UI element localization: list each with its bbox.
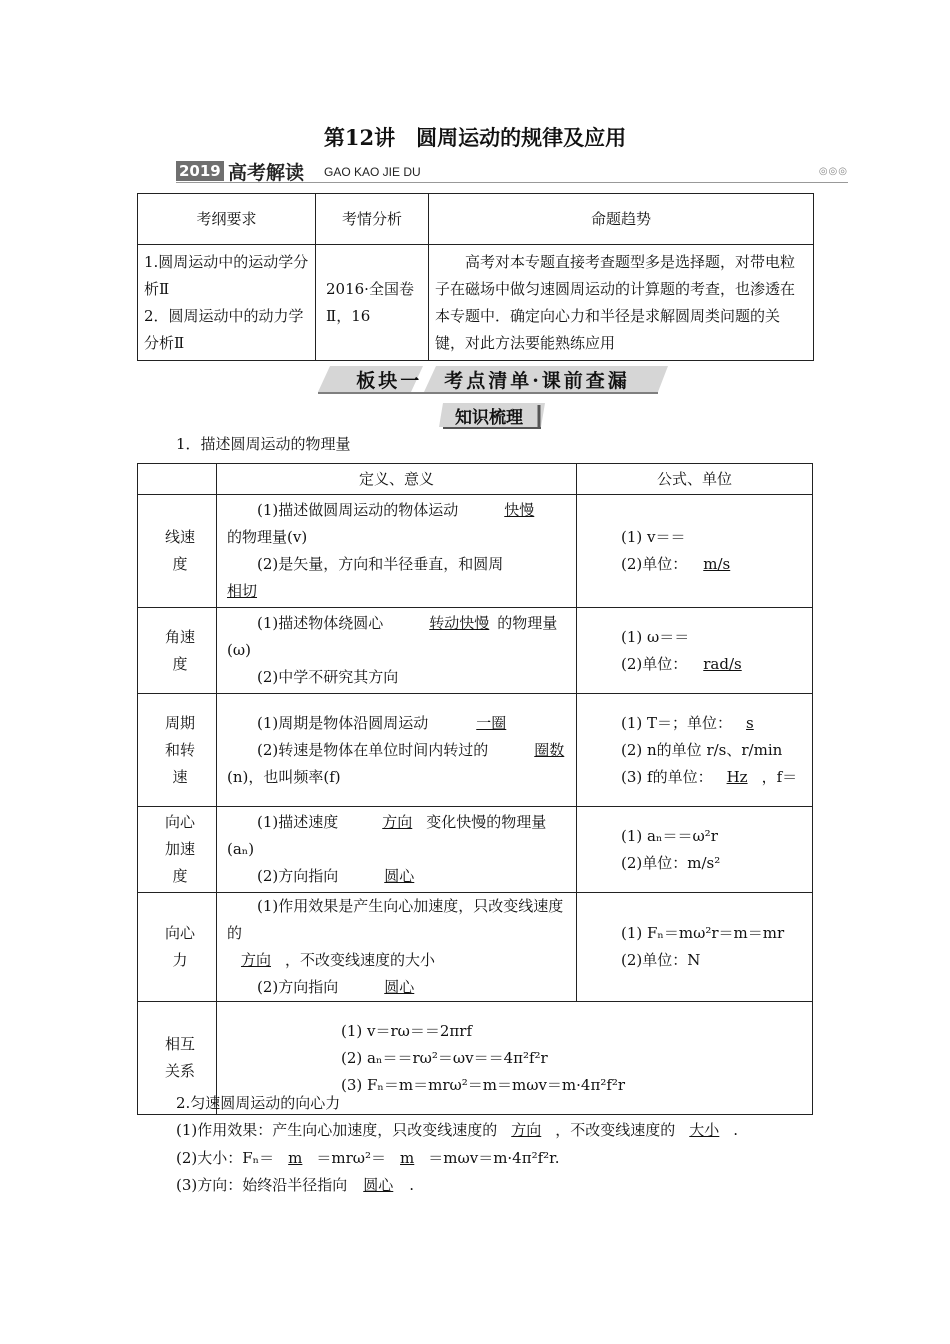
section-1-title: 1．描述圆周运动的物理量	[176, 435, 351, 453]
dots-icon: ◎◎◎	[818, 166, 848, 177]
analysis-cell: 2016·全国卷Ⅱ，16	[316, 245, 429, 361]
header-analysis: 考情分析	[316, 194, 429, 245]
section-2-title: 2.匀速圆周运动的向心力	[176, 1094, 341, 1112]
answer-blank: 方向	[241, 951, 272, 969]
section-banner: 板块一 考点清单·课前查漏	[318, 364, 668, 394]
exam-table	[137, 193, 814, 361]
page-title: 第12讲 圆周运动的规律及应用	[323, 125, 627, 150]
answer-blank: m	[288, 1149, 303, 1167]
row-name: 线速度	[138, 495, 217, 608]
trend-cell: 高考对本专题直接考查题型多是选择题，对带电粒子在磁场中做匀速圆周运动的计算题的考查，也渗透在本专题中．确定向心力和半径是求解圆周类问题的关键，对此方法要能熟练应用	[429, 245, 814, 361]
year-badge: 2019	[176, 161, 224, 181]
row-name: 相互关系	[138, 1002, 217, 1115]
req-cell: 1.圆周运动中的运动学分析Ⅱ 2．圆周运动中的动力学分析Ⅱ	[138, 245, 316, 361]
row-angular-velocity: 角速度 (1)描述物体绕圆心 转动快慢 的物理量(ω) (2)中学不研究其方向 (1) ω＝＝ (2)单位： rad/s	[138, 608, 813, 694]
header-formula: 公式、单位	[577, 464, 813, 495]
row-centripetal-acceleration: 向心加速度 (1)描述速度 方向 变化快慢的物理量(aₙ) (2)方向指向 圆心 (1) aₙ＝＝ω²r (2)单位：m/s²	[138, 807, 813, 893]
answer-blank: 圆心	[384, 978, 415, 996]
section-2-line-1: (1)作用效果：产生向心加速度，只改变线速度的 方向 ，不改变线速度的 大小 .	[176, 1117, 738, 1144]
row-period: 周期和转速 (1)周期是物体沿圆周运动 一圈 (2)转速是物体在单位时间内转过的 圈数 (n)，也叫频率(f) (1) T＝；单位： s (2) n的单位 r/s、r/min (3) f的单位： Hz ，f＝	[138, 694, 813, 807]
answer-blank: 方向	[511, 1121, 542, 1139]
answer-blank: m/s	[703, 555, 731, 573]
section-2-line-3: (3)方向：始终沿半径指向 圆心 .	[176, 1172, 414, 1199]
answer-blank: 方向	[382, 813, 413, 831]
row-name: 角速度	[138, 608, 217, 694]
row-name: 向心加速度	[138, 807, 217, 893]
row-relation: 相互关系 (1) v＝rω＝＝2πrf (2) aₙ＝＝rω²＝ωv＝＝4π²f²r (3) Fₙ＝m＝mrω²＝m＝mωv＝m·4π²f²r	[138, 1002, 813, 1115]
gaokao-pinyin: GAO KAO JIE DU	[324, 165, 421, 179]
header-trend: 命题趋势	[429, 194, 814, 245]
answer-blank: Hz	[726, 767, 748, 786]
row-name: 向心力	[138, 893, 217, 1002]
answer-blank: 大小	[689, 1121, 720, 1139]
section-2-line-2: (2)大小：Fₙ＝ m ＝mrω²＝ m ＝mωv＝m·4π²f²r.	[176, 1145, 559, 1172]
answer-blank: 相切	[227, 582, 258, 600]
row-linear-velocity: 线速度 (1)描述做圆周运动的物体运动 快慢 的物理量(v) (2)是矢量，方向和半径垂直，和圆周 相切 (1) v＝＝ (2)单位： m/s	[138, 495, 813, 608]
answer-blank: m	[400, 1149, 415, 1167]
answer-blank: s	[746, 713, 754, 732]
answer-blank: rad/s	[703, 654, 742, 673]
answer-blank: 圆心	[384, 867, 415, 885]
quantity-table	[137, 463, 813, 1115]
answer-blank: 快慢	[504, 501, 535, 519]
row-name: 周期和转速	[138, 694, 217, 807]
answer-blank: 圈数	[534, 740, 565, 759]
header-blank	[138, 464, 217, 495]
answer-blank: 圆心	[363, 1176, 394, 1194]
gaokao-label: 高考解读	[228, 162, 305, 184]
header-req: 考纲要求	[138, 194, 316, 245]
answer-blank: 转动快慢	[429, 614, 490, 632]
answer-blank: 一圈	[476, 713, 507, 732]
divider	[176, 182, 848, 183]
section-tag: 知识梳理	[439, 401, 545, 429]
row-centripetal-force: 向心力 (1)作用效果是产生向心加速度，只改变线速度的 方向 ，不改变线速度的大小 (2)方向指向 圆心 (1) Fₙ＝mω²r＝m＝mr (2)单位：N	[138, 893, 813, 1002]
header-def: 定义、意义	[217, 464, 577, 495]
gaokao-header	[176, 158, 848, 184]
